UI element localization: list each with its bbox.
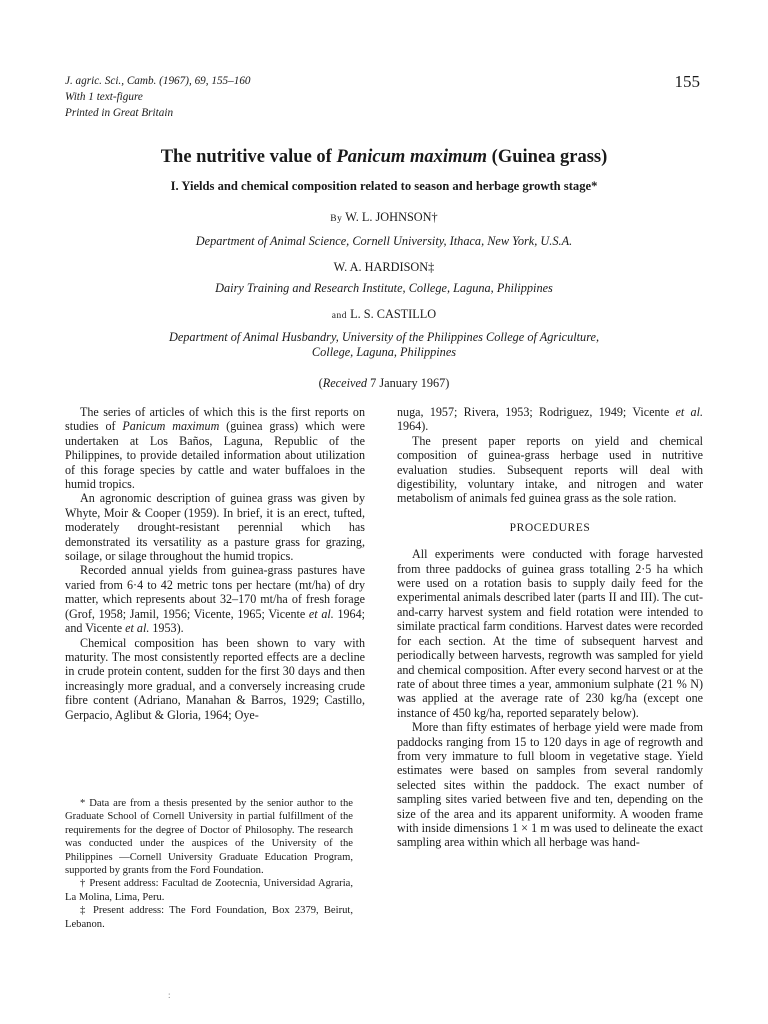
paragraph-yields (65, 563, 365, 635)
title-suffix: (Guinea grass) (487, 147, 608, 167)
section-heading-procedures: PROCEDURES (509, 521, 591, 534)
author-1 (0, 210, 768, 225)
article-title (0, 147, 768, 168)
paragraph-intro (65, 405, 365, 491)
author-1-name: W. L. JOHNSON† (345, 210, 438, 224)
received-value: 7 January 1967) (367, 376, 450, 390)
footnotes (65, 797, 353, 931)
received-label: Received (322, 376, 368, 390)
paragraph-experiments: All experiments were conducted with forage harvested from three paddocks of guinea grass totalling 2·5 ha which were used on a rotation basis to supply daily feed for the experimental animals described later (parts II and III). The cut-and-carry harvest system and field rotation were intended to similate practical farm conditions. Harvest dates were recorded for each section. At the time of subsequent harvest and periodically between harvests, regrowth was sampled for yield and chemical composition. After every second harvest or at the rate of about three times a year, ammonium sulphate (21 % N) was applied at the average rate of 230 kg/ha (except one instance of 450 kg/ha, reported separately below). (397, 547, 703, 720)
affiliation-3-line-1: Department of Animal Husbandry, University of the Philippines College of Agriculture, (168, 330, 600, 344)
received-open: ( (318, 376, 323, 390)
footnote-thesis: * Data are from a thesis presented by the senior author to the Graduate School of Cornell University in partial fulfillment of the requirements for the degree of Doctor of Philosophy. The research was conducted under the auspices of the University of the Philippines —Cornell University Graduate Education Program, supported by grants from the Ford Foundation. (65, 798, 353, 877)
affiliation-3-line-2: College, Laguna, Philippines (311, 345, 457, 359)
journal-reference: J. agric. Sci., Camb. (1967), 69, 155–160 (65, 75, 251, 87)
paragraph-description: An agronomic description of guinea grass was given by Whyte, Moir & Cooper (1959). In brief, it is an erect, tufted, moderately drought-resistant perennial which has demonstrated its versatility as a pasture grass for grazing, soilage, or silage throughout the humid tropics. (65, 491, 365, 564)
article-subtitle: I. Yields and chemical composition related to season and herbage growth stage* (170, 179, 598, 193)
paragraph-present-paper: The present paper reports on yield and chemical composition of guinea-grass herbage used in nutritive evaluation studies. Subsequent reports will deal with digestibility, voluntary intake, and nitrogen and water metabolism of animals fed guinea grass as the sole ration. (397, 433, 703, 506)
author-3-name: L. S. CASTILLO (350, 307, 437, 321)
footnote-hardison-address: ‡ Present address: The Ford Foundation, Box 2379, Beirut, Lebanon. (65, 905, 353, 930)
text-run: 1953). (149, 621, 184, 636)
text-run: The series of articles of which this is the first reports on studies of (65, 405, 365, 434)
text-run: 1964; and Vicente (65, 606, 365, 636)
citation-etal: et al. (125, 621, 150, 636)
affiliation-1: Department of Animal Science, Cornell University, Ithaca, New York, U.S.A. (195, 234, 573, 248)
author-1-prefix: By (330, 214, 343, 224)
title-species: Panicum maximum (336, 147, 488, 167)
author-2-name: W. A. HARDISON‡ (333, 260, 435, 274)
page-number: 155 (674, 72, 700, 91)
text-run: nuga, 1957; Rivera, 1953; Rodriguez, 1949; Vicente (397, 405, 676, 419)
paragraph-continued (397, 405, 703, 434)
stray-mark: : (168, 990, 171, 1000)
footnote-johnson-address: † Present address: Facultad de Zootecnia, Universidad Agraria, La Molina, Lima, Peru. (65, 878, 353, 903)
species-name: Panicum maximum (122, 419, 220, 434)
paragraph-yield-estimates: More than fifty estimates of herbage yield were made from paddocks ranging from 15 to 120 days in age of regrowth and from very immature to full bloom in vegetative stage. Yield estimates were based on samples from several randomly selected sites within the paddock. The exact number of sampling sites varied between five and ten, depending on the size of the area and its apparent uniformity. A wooden frame with inside dimensions 1 × 1 m was used to delineate the exact sampling area within which all herbage was hand- (397, 720, 703, 850)
text-run: (guinea grass) which were undertaken at Los Baños, Laguna, Republic of the Philippines, to provide detailed information about utilization of this forage species by cattle and water buffaloes in the humid tropics. (65, 419, 365, 492)
citation-etal: et al. (308, 606, 334, 621)
author-3 (0, 307, 768, 322)
print-location: Printed in Great Britain (65, 107, 174, 119)
title-prefix: The nutritive value of (160, 147, 337, 167)
received-date (0, 376, 768, 391)
figure-note: With 1 text-figure (65, 91, 143, 103)
text-run: 1964). (397, 419, 429, 434)
citation-etal: et al. (675, 405, 703, 419)
text-run: Recorded annual yields from guinea-grass pastures have varied from 6·4 to 42 metric tons per hectare (mt/ha) of dry matter, which represents about 32–170 mt/ha of fresh forage (Grof, 1958; Jamil, 1956; Vicente, 1965; Vicente (65, 563, 365, 621)
affiliation-2: Dairy Training and Research Institute, College, Laguna, Philippines (215, 281, 553, 295)
paragraph-composition: Chemical composition has been shown to vary with maturity. The most consistently reported effects are a decline in crude protein content, sudden for the first 30 days and then increasingly more gradual, and a conversely increasing crude fibre content (Adriano, Manahan & Barros, 1929; Castillo, Gerpacio, Aglibut & Gloria, 1964; Oye- (65, 635, 365, 722)
journal-citation (65, 73, 251, 121)
right-column (397, 405, 703, 850)
left-column (65, 405, 365, 722)
author-3-prefix: and (331, 311, 348, 321)
